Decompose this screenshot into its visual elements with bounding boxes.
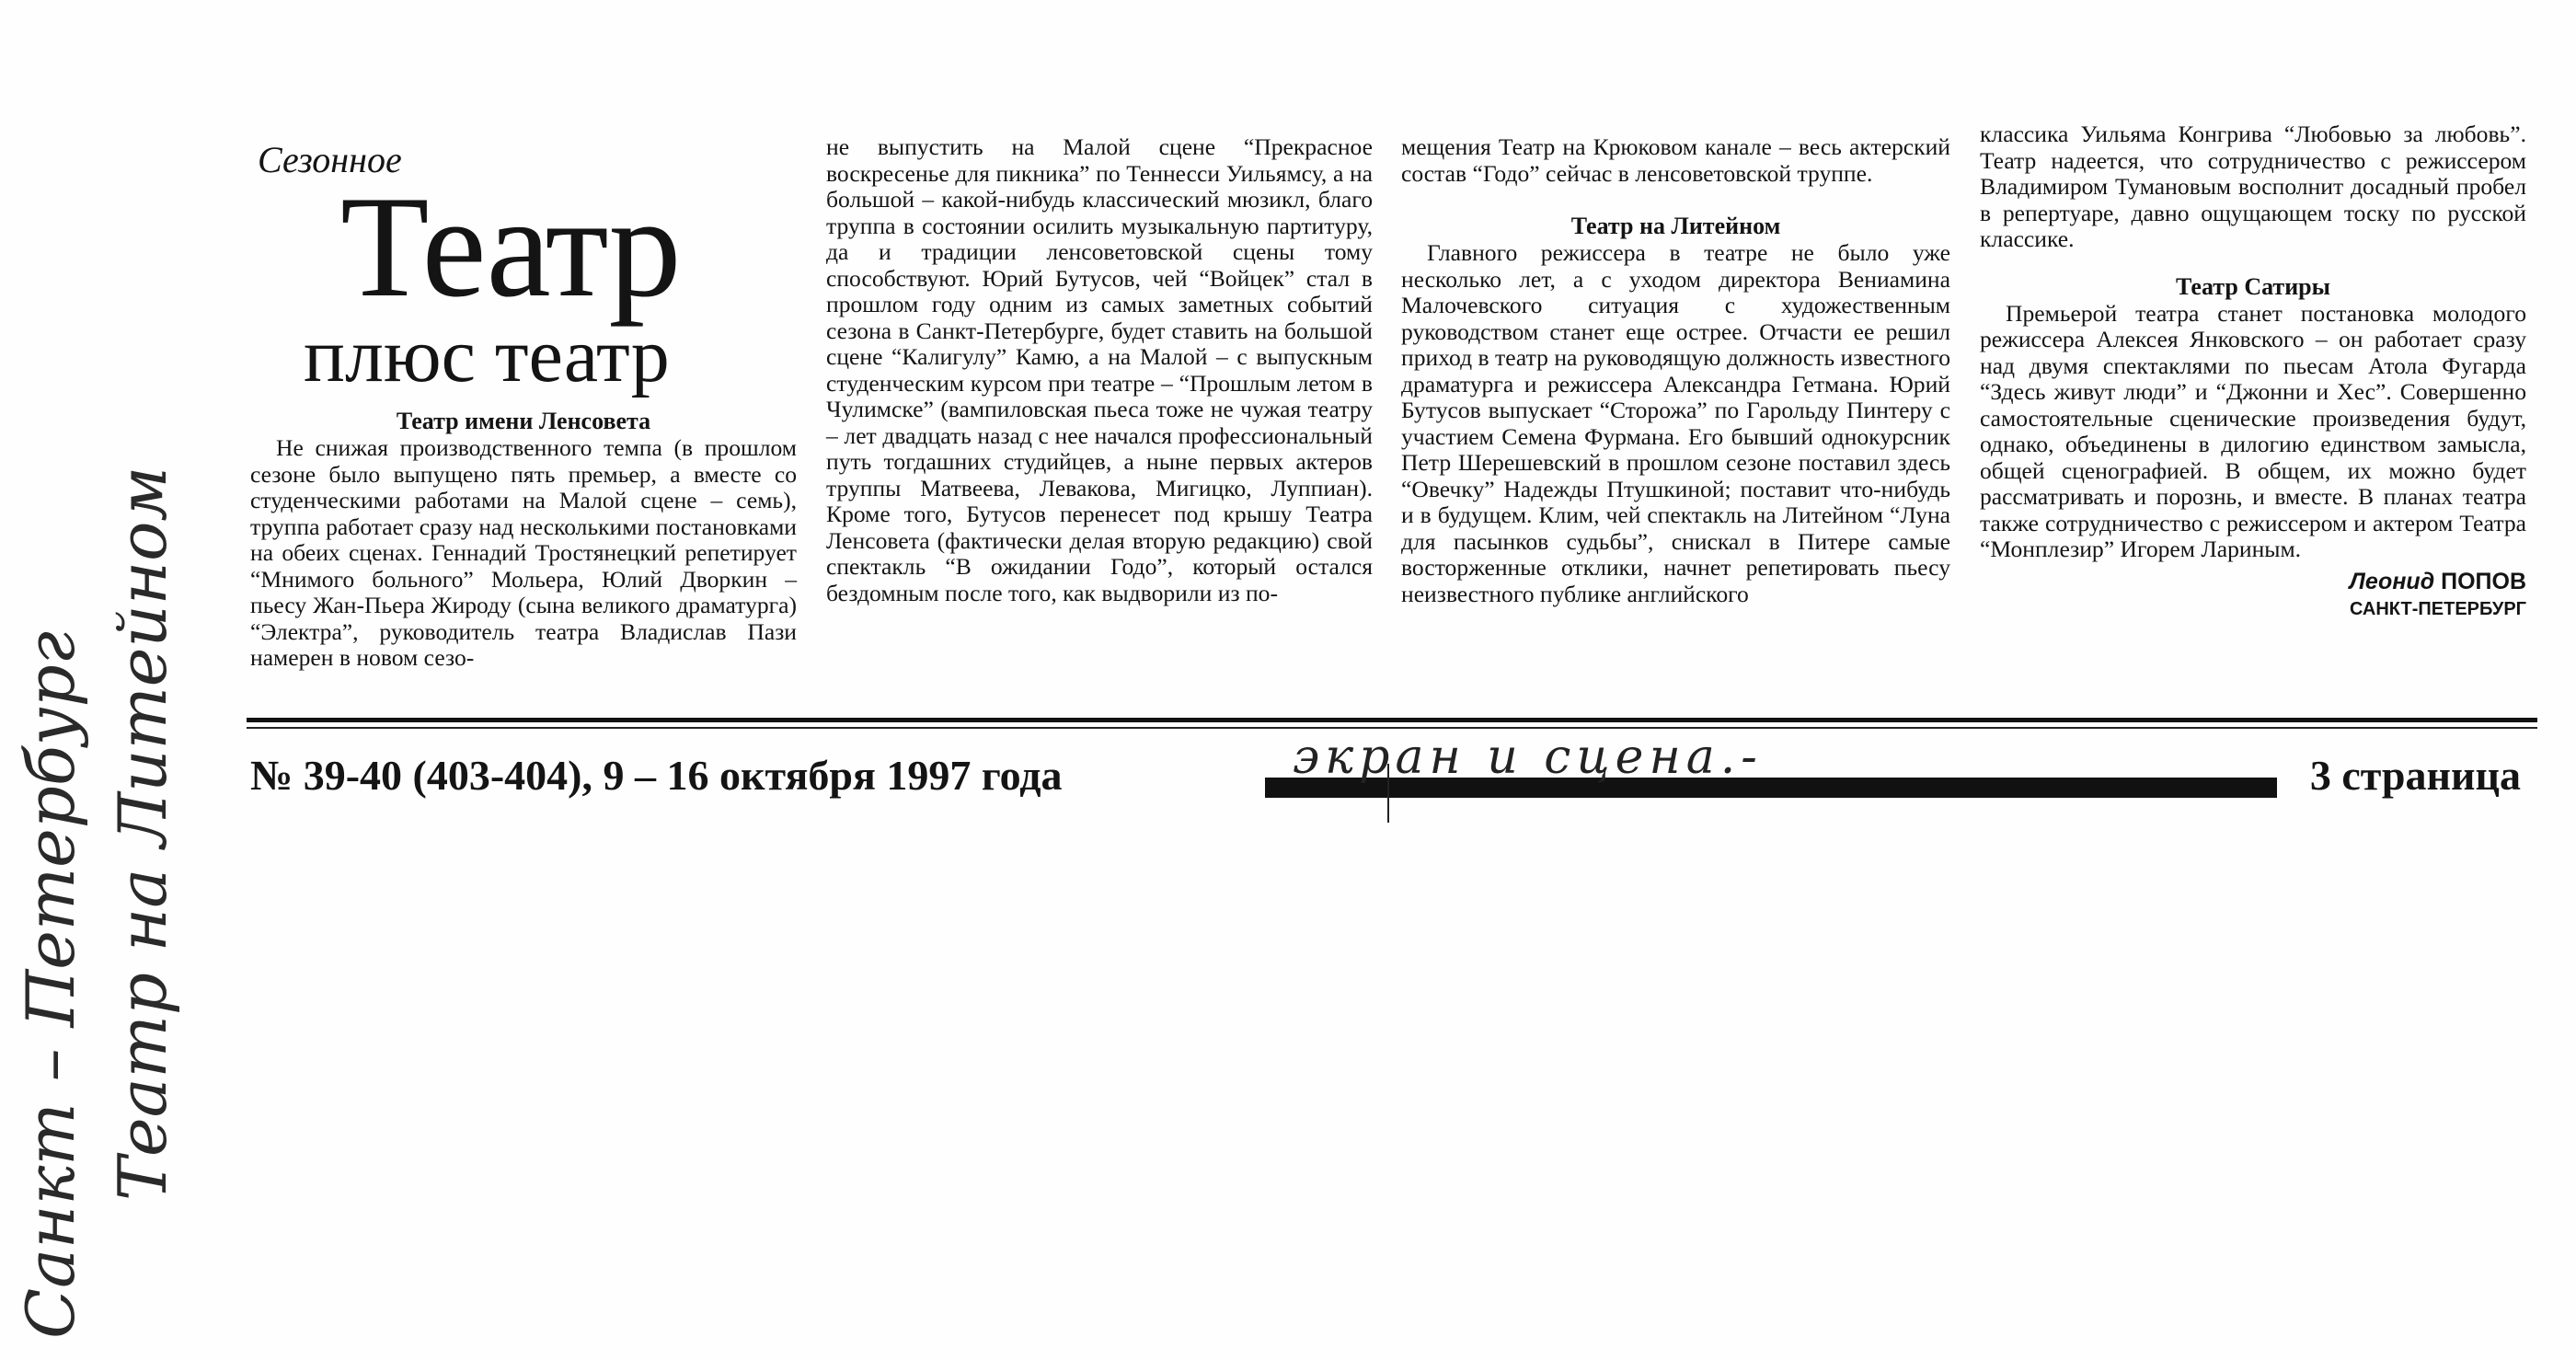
article-kicker: Сезонное [258, 139, 402, 180]
section-heading-satire: Театр Сатиры [2176, 272, 2330, 300]
handwritten-margin-note [5, 373, 189, 1339]
author-first-name: Леонид [2349, 568, 2435, 594]
headline-secondary: плюс театр [304, 313, 670, 398]
author-byline [1980, 567, 2526, 596]
author-city: САНКТ-ПЕТЕРБУРГ [2349, 598, 2526, 619]
column-3-text: Главного режиссера в театре не было уже несколько лет, а с уходом директора Вениамина Малочевского ситуация с художественным руководством станет еще острее. Отчасти ее решил приход в театр на руководящую должность известного драматурга и режиссера Александра Гетмана. Юрий Бутусов выпускает “Сторожа” по Гарольду Пинтеру с участием Семена Фурмана. Его бывший однокурсник Петр Шерешевский в прошлом сезоне поставил здесь “Овечку” Надежды Птушкиной; поставит что-нибудь и в будущем. Клим, чей спектакль на Литейном “Луна для пасынков судьбы”, снискал в Питере самые восторженные отклики, начнет репетировать пьесу неизвестного публике английского [1401, 239, 1950, 607]
margin-note-line-1: Санкт – Петербург [12, 630, 89, 1339]
issue-info: № 39-40 (403-404), 9 – 16 октября 1997 года [250, 752, 1063, 799]
article-column-1 [250, 408, 797, 672]
section-heading-liteyny: Театр на Литейном [1570, 213, 1781, 239]
headline-main: Театр [340, 167, 680, 328]
column-3-text-top: мещения Театр на Крюковом канале – весь актерский состав “Годо” сейчас в ленсоветовской труппе. [1401, 133, 1950, 187]
article-column-3 [1401, 134, 1950, 607]
page-number: 3 страница [2309, 752, 2521, 799]
column-4-text-top: классика Уильяма Конгрива “Любовью за любовь”. Театр надеется, что сотрудничество с режиссером Владимиром Тумановым восполнит досадный пробел в репертуаре, давно ощущающем тоску по русской классике. [1980, 121, 2526, 252]
column-1-text: Не снижая производственного темпа (в прошлом сезоне было выпущено пять премьер, а вместе со студенческими работами на Малой сцене – семь), труппа работает сразу над несколькими постановками на обеих сценах. Геннадий Тростянецкий репетирует “Мнимого больного” Мольера, Юлий Дворкин – пьесу Жан-Пьера Жироду (сына великого драматурга) “Электра”, руководитель театра Владислав Пази намерен в новом сезо- [250, 434, 797, 671]
section-heading-lensovet: Театр имени Ленсовета [396, 408, 651, 434]
margin-note-line-2: Театр на Литейном [104, 466, 181, 1201]
article-column-2 [826, 134, 1373, 606]
article-column-4 [1980, 121, 2526, 622]
column-2-text: не выпустить на Малой сцене “Прекрасное воскресенье для пикника” по Теннесси Уильямсу, а на большой – какой-нибудь классический мюзикл, благо труппа в состоянии осилить музыкальную партитуру, да и традиции ленсоветовской сцены тому способствуют. Юрий Бутусов, чей “Войцек” стал в прошлом году одним из самых заметных событий сезона в Санкт-Петербурге, будет ставить на большой сцене “Калигулу” Камю, а на Малой – с выпускным студенческим курсом при театре – “Прошлым летом в Чулимске” (вампиловская пьеса тоже не чужая театру – лет двадцать назад с нее начался профессиональный путь тогдашних студийцев, а ныне первых актеров труппы Матвеева, Леваковa, Мигицко, Луппиан). Кроме того, Бутусов перенесет под крышу Театра Ленсовета (фактически делая вторую редакцию) свой спектакль “В ожидании Годо”, который остался бездомным после того, как выдворили из по- [826, 133, 1373, 606]
footer-rule-thin [247, 727, 2537, 729]
column-4-text: Премьерой театра станет постановка молодого режиссера Алексея Янковского – он работает сразу над двумя спектаклями по пьесам Атола Фугарда “Здесь живут люди” и “Джонни и Хес”. Совершенно самостоятельные сценические произведения будут, однако, объединены в дилогию единством замысла, общей сценографией. В общем, их можно будет рассматривать и порознь, и вместе. В планах театра также сотрудничество с режиссером и актером Театра “Монплезир” Игорем Лариным. [1980, 299, 2526, 562]
footer-rule-thick [247, 718, 2537, 722]
author-last-name: ПОПОВ [2441, 568, 2526, 594]
handwritten-source-note: экран и сцена.- [1293, 730, 1763, 785]
